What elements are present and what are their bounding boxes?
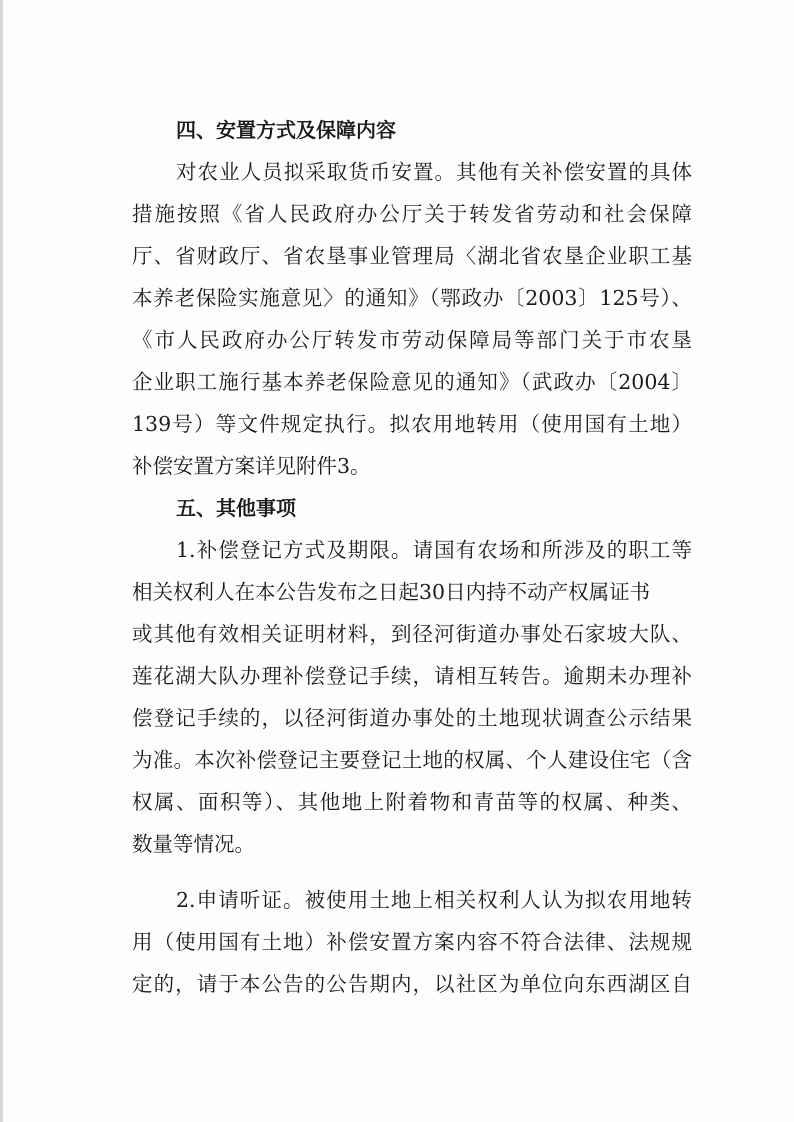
paragraph-line: 措施按照《省人民政府办公厅关于转发省劳动和社会保障 [132, 202, 692, 226]
paragraph-line: 本养老保险实施意见〉的通知》（鄂政办〔2003〕125号）、 [132, 286, 692, 310]
section-5-heading: 五、其他事项 [176, 496, 296, 520]
paragraph-line: 定的，请于本公告的公告期内，以社区为单位向东西湖区自 [132, 972, 692, 996]
paragraph-line: 莲花湖大队办理补偿登记手续，请相互转告。逾期未办理补 [132, 664, 692, 688]
paragraph-line: 对农业人员拟采取货币安置。其他有关补偿安置的具体 [176, 160, 692, 184]
paragraph-line: 厅、省财政厅、省农垦事业管理局〈湖北省农垦企业职工基 [132, 244, 692, 268]
paragraph-line: 《市人民政府办公厅转发市劳动保障局等部门关于市农垦 [132, 328, 692, 352]
section-4-heading: 四、安置方式及保障内容 [176, 118, 396, 142]
paragraph-line: 企业职工施行基本养老保险意见的通知》（武政办〔2004〕 [132, 370, 692, 394]
paragraph-line: 补偿安置方案详见附件3。 [132, 454, 371, 478]
paragraph-line: 相关权利人在本公告发布之日起30日内持不动产权属证书 [132, 580, 651, 604]
paragraph-line: 或其他有效相关证明材料，到径河街道办事处石家坡大队、 [132, 622, 692, 646]
scan-edge [0, 0, 3, 1122]
paragraph-line: 139号）等文件规定执行。拟农用地转用（使用国有土地） [132, 412, 692, 436]
paragraph-line: 用（使用国有土地）补偿安置方案内容不符合法律、法规规 [132, 930, 692, 954]
paragraph-line: 权属、面积等）、其他地上附着物和青苗等的权属、种类、 [132, 790, 692, 814]
paragraph-line: 数量等情况。 [132, 832, 255, 856]
paragraph-line: 2.申请听证。被使用土地上相关权利人认为拟农用地转 [176, 888, 692, 912]
paragraph-line: 1.补偿登记方式及期限。请国有农场和所涉及的职工等 [176, 538, 692, 562]
paragraph-line: 偿登记手续的，以径河街道办事处的土地现状调查公示结果 [132, 706, 692, 730]
paragraph-line: 为准。本次补偿登记主要登记土地的权属、个人建设住宅（含 [132, 748, 692, 772]
